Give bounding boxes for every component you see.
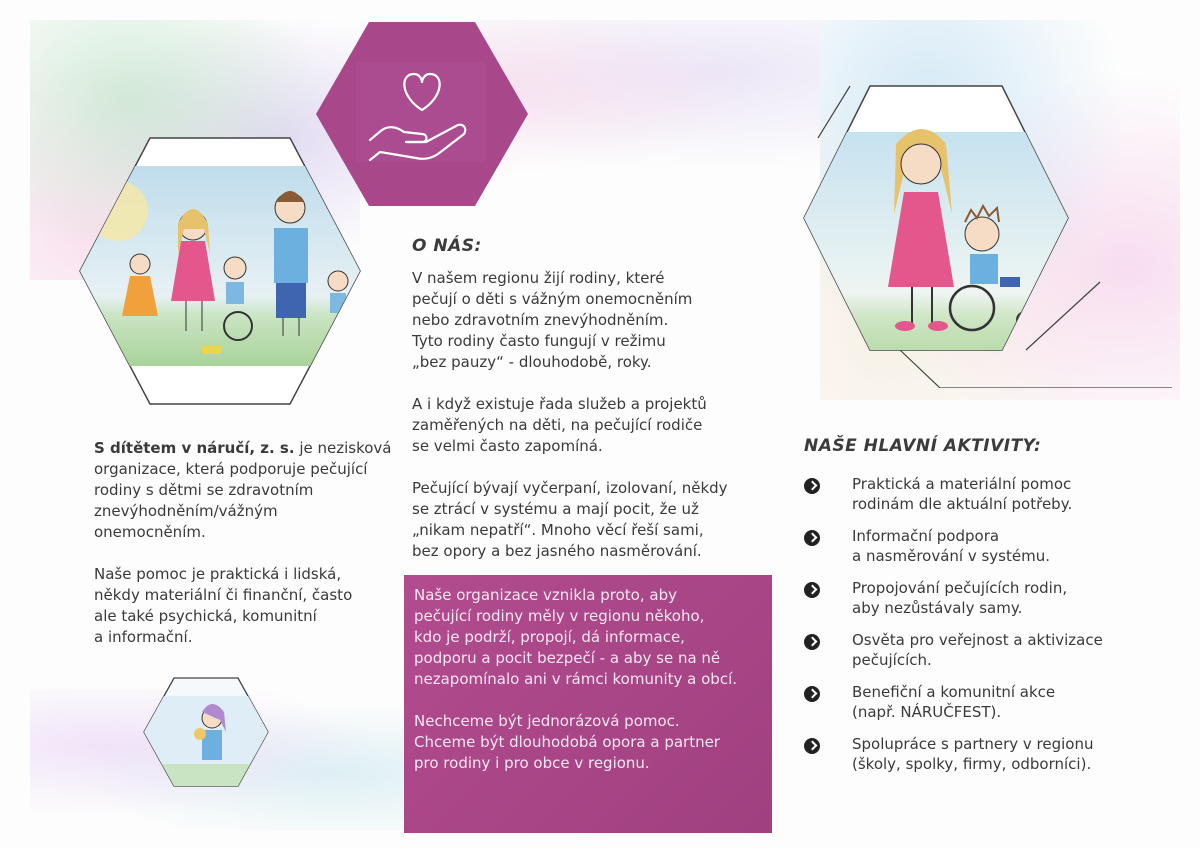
chevron-circle-icon <box>804 686 820 702</box>
activity-label: Benefiční a komunitní akce (např. NÁRUČFEST). <box>852 683 1056 721</box>
about-paragraph: Pečující bývají vyčerpaní, izolovaní, někdy se ztrácí v systému a mají pocit, že už „nikam nepatří“. Mnoho věcí řeší sami, bez opory a bez jasného nasměrování. <box>412 479 728 560</box>
activity-item <box>804 735 1164 782</box>
logo-hexagon <box>316 22 528 206</box>
chevron-circle-icon <box>804 478 820 494</box>
about-paragraph: A i když existuje řada služeb a projektů zaměřených na děti, na pečující rodiče se velmi často zapomíná. <box>412 395 707 455</box>
chevron-circle-icon <box>804 582 820 598</box>
chevron-circle-icon <box>804 634 820 650</box>
about-paragraph: V našem regionu žijí rodiny, které pečují o děti s vážným onemocněním nebo zdravotním znevýhodněním. Tyto rodiny často fungují v režimu „bez pauzy“ - dlouhodobě, roky. <box>412 269 693 371</box>
intro-text: organizace, která podporuje pečující rodiny s dětmi se zdravotním znevýhodněním/vážným onemocněním. <box>94 460 368 541</box>
organization-name: S dítětem v náručí, z. s. <box>94 439 295 457</box>
mission-box <box>404 575 772 833</box>
activity-item <box>804 527 1164 574</box>
activity-label: Spolupráce s partnery v regionu (školy, spolky, firmy, odborníci). <box>852 735 1094 773</box>
activity-label: Informační podpora a nasměrování v systému. <box>852 527 1050 565</box>
activity-label: Osvěta pro veřejnost a aktivizace pečujících. <box>852 631 1103 669</box>
intro-paragraph <box>94 438 394 543</box>
mother-child-illustration <box>800 82 1174 388</box>
activity-item <box>804 475 1164 522</box>
chevron-circle-icon <box>804 530 820 546</box>
help-paragraph: Naše pomoc je praktická i lidská, někdy materiální či finanční, často ale také psychická, komunitní a informační. <box>94 565 353 646</box>
chevron-circle-icon <box>804 738 820 754</box>
mission-paragraph: Nechceme být jednorázová pomoc. Chceme být dlouhodobá opora a partner pro rodiny i pro obce v regionu. <box>414 712 720 772</box>
small-child-illustration <box>142 676 270 788</box>
mission-paragraph: Naše organizace vznikla proto, aby pečující rodiny měly v regionu někoho, kdo je podrží, propojí, dá informace, podporu a pocit bezpečí - a aby se na ně nezapomínalo ani v rámci komunity a obcí. <box>414 586 738 688</box>
activity-item <box>804 631 1164 678</box>
activity-label: Praktická a materiální pomoc rodinám dle aktuální potřeby. <box>852 475 1073 513</box>
intro-text: je nezisková <box>294 439 392 457</box>
activity-item <box>804 683 1164 730</box>
activities-heading: NAŠE HLAVNÍ AKTIVITY: <box>804 436 1042 456</box>
activity-item <box>804 579 1164 626</box>
activity-label: Propojování pečujících rodin, aby nezůstávaly samy. <box>852 579 1068 617</box>
about-heading: O NÁS: <box>412 236 482 256</box>
